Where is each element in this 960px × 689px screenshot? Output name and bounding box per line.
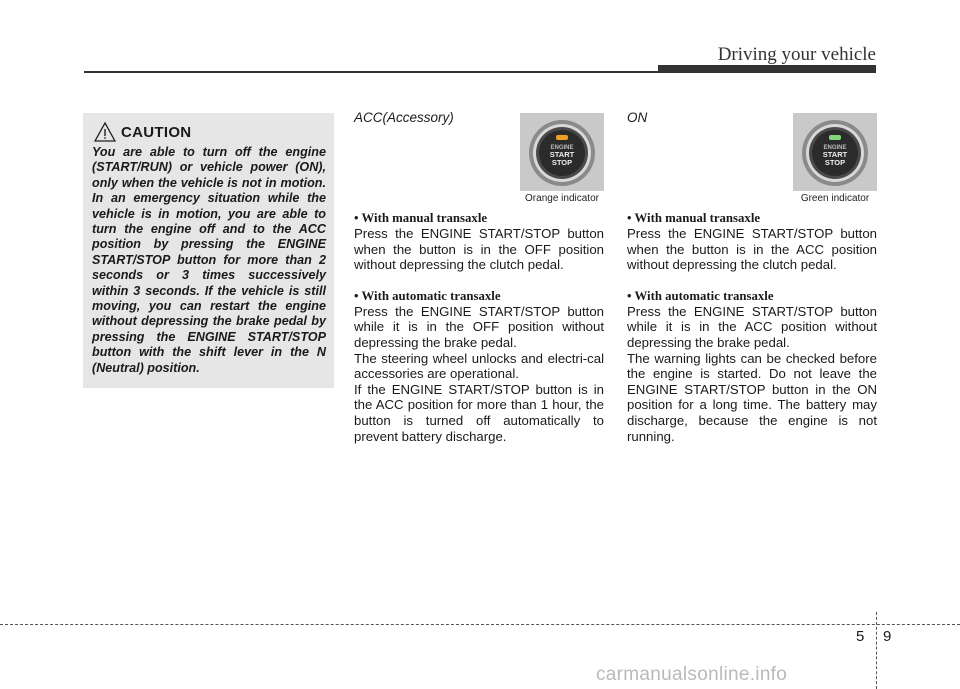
header-title: Driving your vehicle [717,44,876,65]
on-manual-heading: • With manual transaxle [627,211,761,225]
acc-indicator-light [556,135,568,140]
on-button-label-start: START [822,150,848,159]
acc-figure [520,113,604,207]
on-section [627,110,877,444]
acc-title: ACC(Accessory) [354,110,454,125]
engine-button-icon [793,113,877,191]
on-manual-text: Press the ENGINE START/STOP button when the button is in the ACC position without depressing the clutch pedal. [627,226,877,273]
acc-auto-text-1: Press the ENGINE START/STOP button while it is in the OFF position without depressing the brake pedal. [354,303,604,350]
on-figure [793,113,877,207]
acc-auto-heading: • With automatic transaxle [354,288,501,303]
acc-auto-text-2: The steering wheel unlocks and electri-cal accessories are operational. [354,350,604,382]
on-auto-text-2: The warning lights can be checked before the engine is started. Do not leave the ENGINE START/STOP button in the ON position for a long time. The battery may discharge, because the engine is not running. [627,350,877,444]
section-number: 5 [856,628,865,645]
acc-button-label-engine: ENGINE [550,145,574,151]
on-button-label-stop: STOP [824,158,846,167]
acc-figure-caption: Orange indicator [520,190,604,207]
acc-section [354,110,604,444]
on-indicator-light [829,135,841,140]
acc-auto-text-3: If the ENGINE START/STOP button is in the ACC position for more than 1 hour, the button is turned off automatically to prevent battery discharge. [354,381,604,444]
engine-button-icon [520,113,604,191]
watermark: carmanualsonline.info [596,664,788,685]
footer-divider [876,612,877,689]
acc-manual-heading: • With manual transaxle [354,211,488,225]
warning-triangle-icon [94,122,116,142]
caution-text: You are able to turn off the engine (START/RUN) or vehicle power (ON), only when the vehicle is not in motion. In an emergency situation while the vehicle is in motion, you are able to turn the engine off and to the ACC position by pressing the ENGINE START/STOP button for more than 2 seconds or 3 times successively within 3 seconds. If the vehicle is still moving, you can restart the engine without depressing the brake pedal by pressing the ENGINE START/STOP button with the shift lever in the N (Neutral) position. [92,145,326,375]
caution-box [83,113,334,388]
on-auto-text-1: Press the ENGINE START/STOP button while it is in the ACC position without depressing the brake pedal. [627,303,877,350]
on-button-label-engine: ENGINE [823,145,847,151]
on-figure-caption: Green indicator [793,190,877,207]
on-auto-heading: • With automatic transaxle [627,288,774,303]
acc-button-label-start: START [549,150,575,159]
acc-button-label-stop: STOP [551,158,573,167]
caution-title: CAUTION [121,123,192,141]
page-number: 9 [883,628,892,645]
acc-manual-text: Press the ENGINE START/STOP button when the button is in the OFF position without depressing the clutch pedal. [354,226,604,273]
caution-header [92,122,326,142]
on-title: ON [627,110,648,125]
footer-rule [0,624,960,625]
header-rule-accent [658,65,876,72]
